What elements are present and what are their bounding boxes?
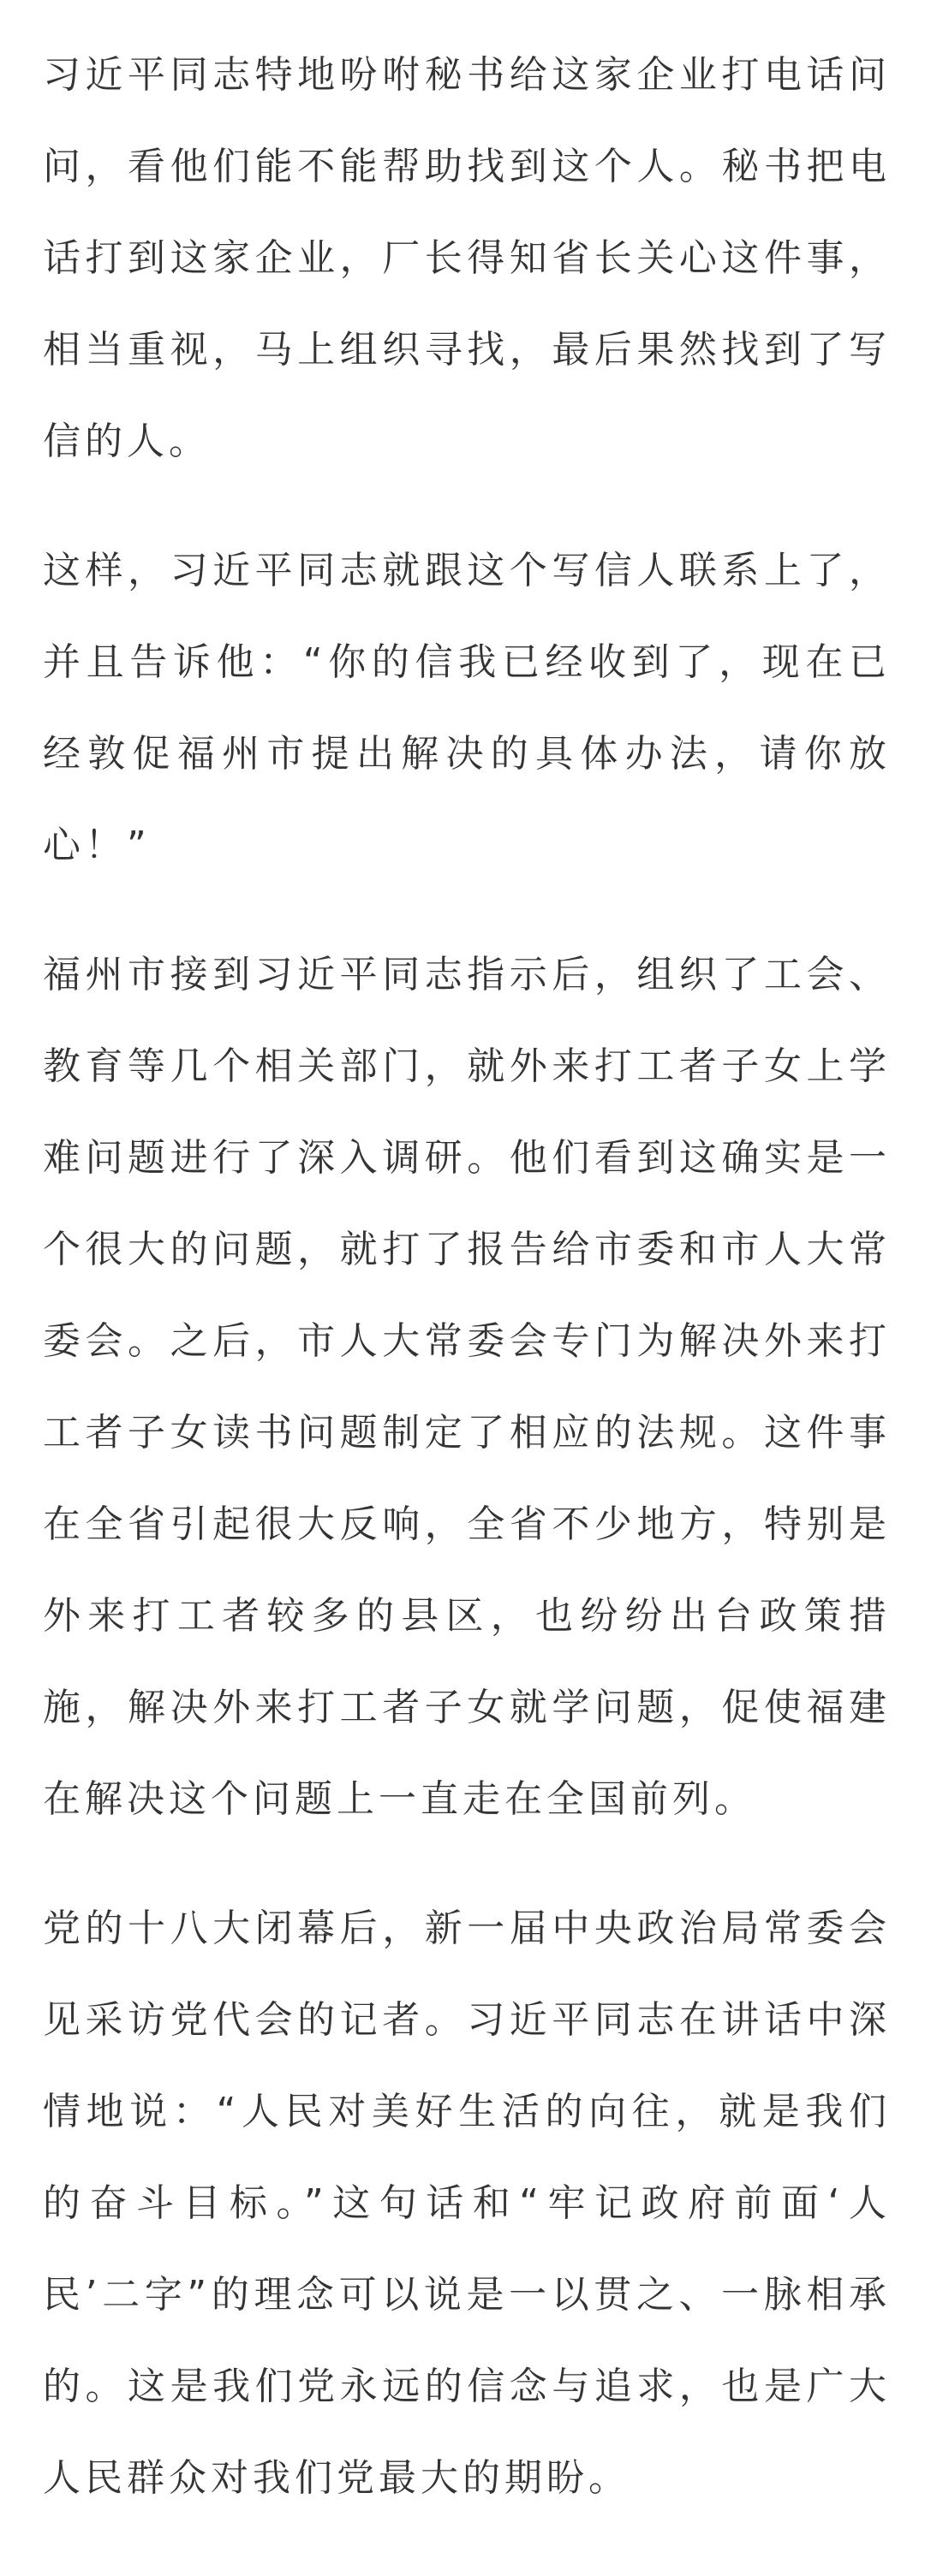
paragraph-2: 这样，习近平同志就跟这个写信人联系上了，并且告诉他：“你的信我已经收到了，现在已经敦促福州市提出解决的具体办法，请你放心！” — [43, 549, 891, 867]
paragraph-3: 福州市接到习近平同志指示后，组织了工会、教育等几个相关部门，就外来打工者子女上学难问题进行了深入调研。他们看到这确实是一个很大的问题，就打了报告给市委和市人大常委会。之后，市人大常委会专门为解决外来打工者子女读书问题制定了相应的法规。这件事在全省引起很大反响，全省不少地方，特别是外来打工者较多的县区，也纷纷出台政策措施，解决外来打工者子女就学问题，促使福建在解决这个问题上一直走在全国前列。 — [43, 953, 891, 1821]
paragraph-1: 习近平同志特地吩咐秘书给这家企业打电话问问，看他们能不能帮助找到这个人。秘书把电话打到这家企业，厂长得知省长关心这件事，相当重视，马上组织寻找，最后果然找到了写信的人。 — [43, 53, 891, 463]
paragraph-4: 党的十八大闭幕后，新一届中央政治局常委会见采访党代会的记者。习近平同志在讲话中深情地说：“人民对美好生活的向往，就是我们的奋斗目标。”这句话和“牢记政府前面‘人民’二字”的理念可以说是一以贯之、一脉相承的。这是我们党永远的信念与追求，也是广大人民群众对我们党最大的期盼。 — [43, 1907, 891, 2500]
article-body — [43, 0, 891, 2524]
